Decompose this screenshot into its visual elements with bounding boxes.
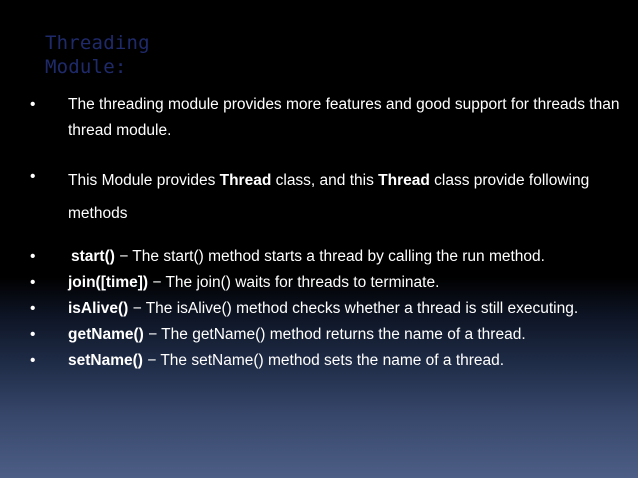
method-description: − The getName() method returns the name of a thread. — [143, 326, 526, 343]
bullet-text — [68, 326, 526, 343]
bullet-method-isalive — [30, 296, 620, 322]
bullet-text — [68, 352, 504, 369]
slide-title-line-2: Module: — [45, 56, 127, 78]
bullet-marker: • — [30, 326, 36, 343]
method-name: setName() — [68, 352, 143, 369]
bullet-method-start — [30, 244, 620, 270]
method-description: − The setName() method sets the name of a thread. — [142, 352, 505, 369]
method-name: join([time]) — [68, 274, 149, 291]
method-description: − The isAlive() method checks whether a thread is still executing. — [128, 300, 579, 317]
method-name: start() — [71, 248, 115, 265]
bullet-marker: • — [30, 168, 36, 185]
bullet-marker: • — [30, 96, 36, 113]
method-description: − The join() waits for threads to terminate. — [148, 274, 440, 291]
bullet-text: The threading module provides more features and good support for threads than thread module. — [68, 96, 620, 139]
bullet-text-part: This Module provides — [68, 172, 220, 189]
bullet-text — [68, 172, 589, 222]
method-description: − The start() method starts a thread by calling the run method. — [114, 248, 545, 265]
bullet-text-part: class, and this — [271, 172, 379, 189]
bullet-marker: • — [30, 300, 36, 317]
bullet-text — [68, 300, 578, 317]
bullet-bold-thread: Thread — [219, 172, 272, 189]
method-name: isAlive() — [68, 300, 129, 317]
bullet-method-getname — [30, 322, 620, 348]
bullet-method-join — [30, 270, 620, 296]
bullet-text-part: class provide following methods — [68, 172, 590, 222]
slide-title — [45, 31, 345, 79]
bullet-marker: • — [30, 352, 36, 369]
bullet-marker: • — [30, 274, 36, 291]
bullet-text — [68, 274, 439, 291]
bullet-marker: • — [30, 248, 36, 265]
method-name: getName() — [68, 326, 144, 343]
bullet-list — [30, 92, 620, 374]
bullet-threading-module — [30, 92, 620, 144]
bullet-thread-class — [30, 164, 620, 230]
bullet-bold-thread: Thread — [378, 172, 430, 189]
slide-title-line-1: Threading — [45, 32, 150, 54]
bullet-method-setname — [30, 348, 620, 374]
bullet-text — [68, 248, 545, 265]
